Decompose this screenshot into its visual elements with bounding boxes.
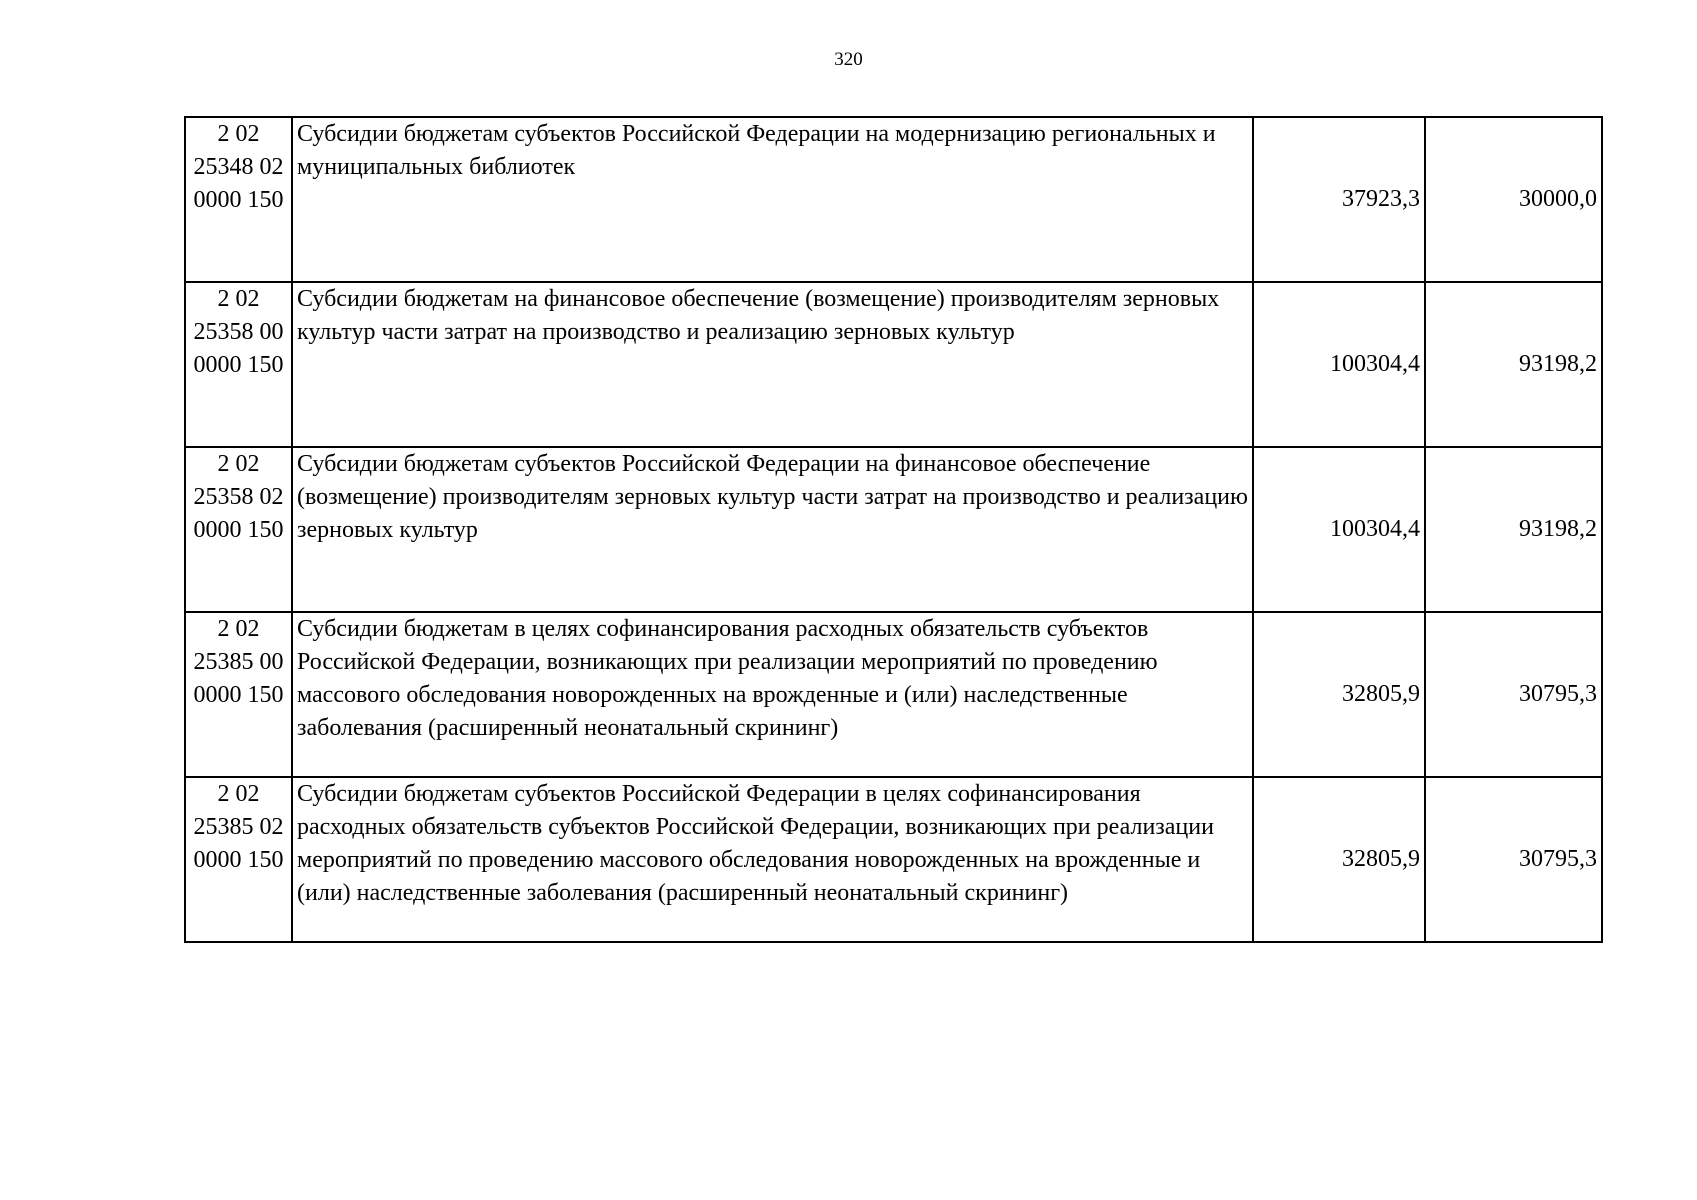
income-name-cell: Субсидии бюджетам субъектов Российской Федерации на модернизацию региональных и муниципальных библиотек bbox=[292, 117, 1253, 282]
amount-cell-1: 100304,4 bbox=[1253, 447, 1425, 612]
table-row bbox=[185, 117, 1602, 282]
income-name-cell: Субсидии бюджетам на финансовое обеспечение (возмещение) производителям зерновых культур части затрат на производство и реализацию зерновых культур bbox=[292, 282, 1253, 447]
budget-table bbox=[184, 116, 1603, 943]
table-row bbox=[185, 612, 1602, 777]
budget-code-line: 0000 150 bbox=[193, 517, 284, 543]
amount-cell-2: 30795,3 bbox=[1425, 777, 1602, 942]
amount-cell-2: 93198,2 bbox=[1425, 447, 1602, 612]
budget-code-cell bbox=[185, 282, 292, 447]
budget-code-line: 25385 02 bbox=[193, 814, 284, 840]
budget-code-cell bbox=[185, 447, 292, 612]
budget-code-cell bbox=[185, 777, 292, 942]
amount-cell-1: 32805,9 bbox=[1253, 777, 1425, 942]
income-name-cell: Субсидии бюджетам субъектов Российской Федерации в целях софинансирования расходных обязательств субъектов Российской Федерации, возникающих при реализации мероприятий по проведению массового обследования новорожденных на врожденные и (или) наследственные заболевания (расширенный неонатальный скрининг) bbox=[292, 777, 1253, 942]
budget-code-line: 0000 150 bbox=[193, 187, 284, 213]
budget-code-line: 2 02 bbox=[217, 781, 260, 807]
budget-code-line: 25385 00 bbox=[193, 649, 284, 675]
budget-code-cell bbox=[185, 612, 292, 777]
amount-cell-2: 30000,0 bbox=[1425, 117, 1602, 282]
budget-code-line: 0000 150 bbox=[193, 682, 284, 708]
budget-code-line: 2 02 bbox=[217, 286, 260, 312]
budget-code-line: 2 02 bbox=[217, 451, 260, 477]
budget-code-cell bbox=[185, 117, 292, 282]
income-name-cell: Субсидии бюджетам субъектов Российской Федерации на финансовое обеспечение (возмещение) производителям зерновых культур части затрат на производство и реализацию зерновых культур bbox=[292, 447, 1253, 612]
table-row bbox=[185, 447, 1602, 612]
amount-cell-2: 30795,3 bbox=[1425, 612, 1602, 777]
amount-cell-1: 100304,4 bbox=[1253, 282, 1425, 447]
amount-cell-1: 37923,3 bbox=[1253, 117, 1425, 282]
budget-code-line: 25348 02 bbox=[193, 154, 284, 180]
amount-cell-2: 93198,2 bbox=[1425, 282, 1602, 447]
budget-code-line: 25358 02 bbox=[193, 484, 284, 510]
amount-cell-1: 32805,9 bbox=[1253, 612, 1425, 777]
budget-code-line: 2 02 bbox=[217, 616, 260, 642]
table-row bbox=[185, 282, 1602, 447]
budget-code-line: 0000 150 bbox=[193, 352, 284, 378]
budget-code-line: 2 02 bbox=[217, 121, 260, 147]
budget-code-line: 0000 150 bbox=[193, 847, 284, 873]
budget-code-line: 25358 00 bbox=[193, 319, 284, 345]
page-number: 320 bbox=[834, 49, 863, 70]
income-name-cell: Субсидии бюджетам в целях софинансирования расходных обязательств субъектов Российской Федерации, возникающих при реализации мероприятий по проведению массового обследования новорожденных на врожденные и (или) наследственные заболевания (расширенный неонатальный скрининг) bbox=[292, 612, 1253, 777]
table-row bbox=[185, 777, 1602, 942]
